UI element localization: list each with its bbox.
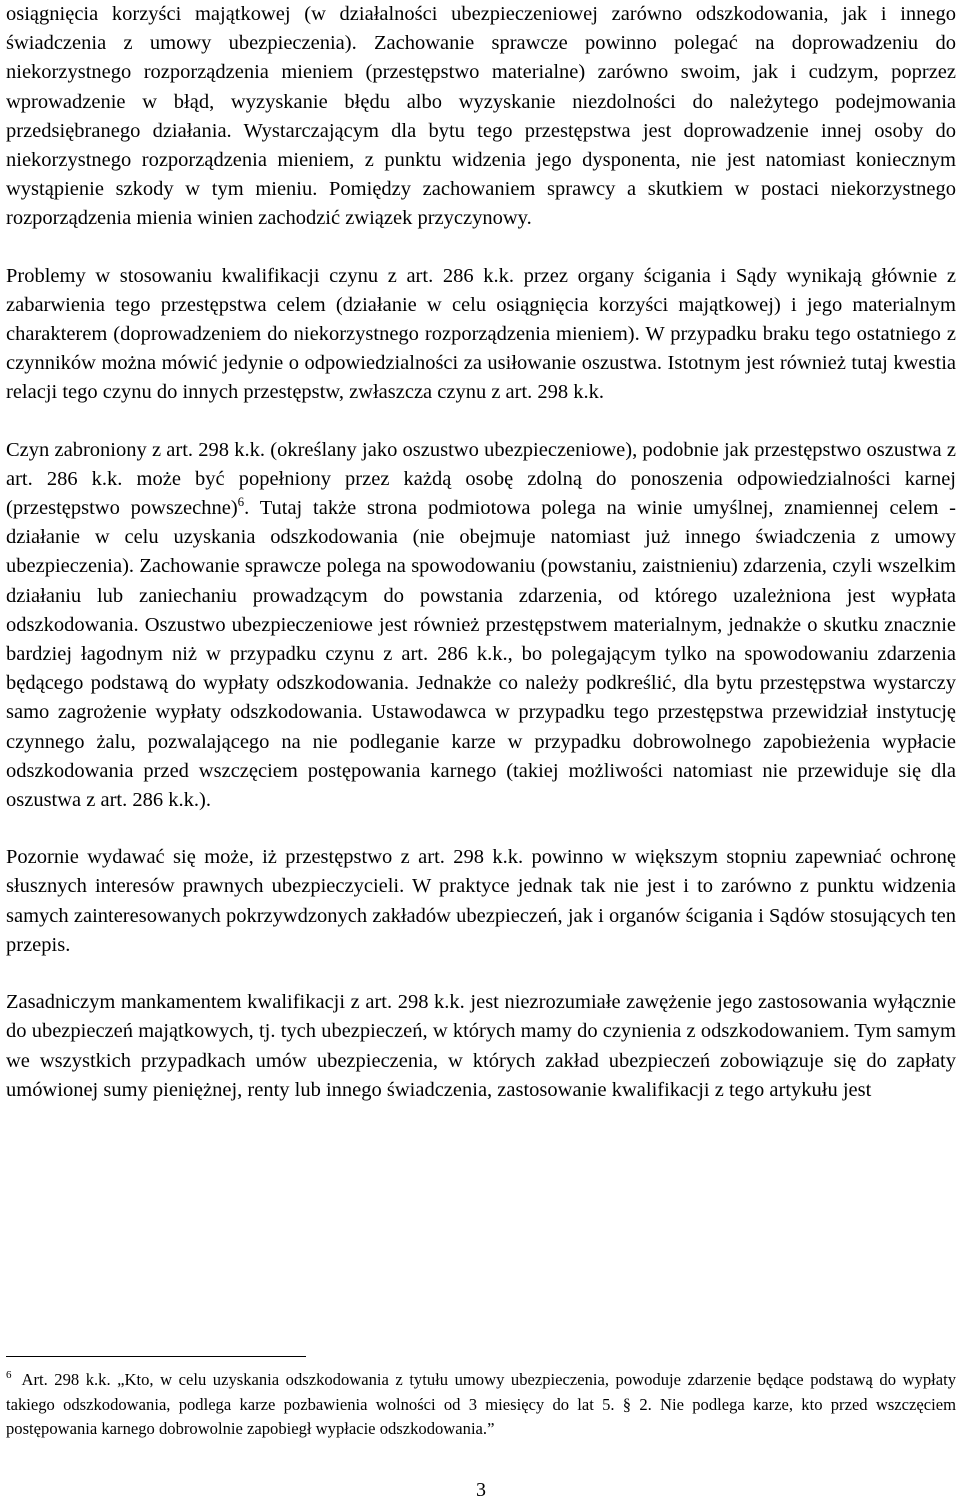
paragraph-2: Problemy w stosowaniu kwalifikacji czynu z art. 286 k.k. przez organy ścigania i Sądy wynikają głównie z zabarwienia tego przestępstwa celem (działanie w celu osiągnięcia korzyści majątkowej) i jego materialnym charakterem (doprowadzeniem do niekorzystnego rozporządzenia mieniem). W przypadku braku tego ostatniego z czynników można mówić jedynie o odpowiedzialności za usiłowanie oszustwa. Istotnym jest również tutaj kwestia relacji tego czynu do innych przestępstw, zwłaszcza czynu z art. 298 k.k.	[6, 264, 956, 404]
footnote-separator	[6, 1356, 306, 1357]
document-page	[6, 0, 956, 1509]
paragraph-3	[6, 436, 956, 816]
footnote-text: Art. 298 k.k. „Kto, w celu uzyskania odszkodowania z tytułu umowy ubezpieczenia, powoduje zdarzenie będące podstawą do wypłaty takiego odszkodowania, podlega karze pozbawienia wolności od 3 miesięcy do lat 5. § 2. Nie podlega karze, kto przed wszczęciem postępowania karnego dobrowolnie zapobiegł wypłacie odszkodowania.”	[6, 1370, 956, 1439]
footnote-number: 6	[6, 1369, 12, 1382]
paragraph-5: Zasadniczym mankamentem kwalifikacji z art. 298 k.k. jest niezrozumiałe zawężenie jego zastosowania wyłącznie do ubezpieczeń majątkowych, tj. tych ubezpieczeń, w których mamy do czynienia z odszkodowaniem. Tym samym we wszystkich przypadkach umów ubezpieczenia, w których zakład ubezpieczeń zobowiązuje się do zapłaty umówionej sumy pieniężnej, renty lub innego świadczenia, zastosowanie kwalifikacji z tego artykułu jest	[6, 991, 956, 1101]
page-number: 3	[476, 1479, 486, 1501]
paragraph-4: Pozornie wydawać się może, iż przestępstwo z art. 298 k.k. powinno w większym stopniu zapewniać ochronę słusznych interesów prawnych ubezpieczycieli. W praktyce jednak tak nie jest i to zarówno z punktu widzenia samych zainteresowanych pokrzywdzonych zakładów ubezpieczeń, jak i organów ścigania i Sądów stosujących ten przepis.	[6, 846, 956, 956]
paragraph-3-text-end: . Tutaj także strona podmiotowa polega na winie umyślnej, znamiennej celem - działanie w celu uzyskania odszkodowania (nie obejmuje natomiast już innego świadczenia z umowy ubezpieczenia). Zachowanie sprawcze polega na spowodowaniu (powstaniu, zaistnieniu) zdarzenia, czyli wszelkim działaniu lub zaniechaniu prowadzącym do powstania zdarzenia, od którego uzależniona jest wypłata odszkodowania. Oszustwo ubezpieczeniowe jest również przestępstwem materialnym, jednakże o skutku znacznie bardziej łagodnym niż w przypadku czynu z art. 286 k.k., bo polegającym tylko na spowodowaniu zdarzenia będącego podstawą do wypłaty odszkodowania. Jednakże co należy podkreślić, dla bytu przestępstwa wystarczy samo zagrożenie wypłaty odszkodowania. Ustawodawca w przypadku tego przestępstwa przewidział instytucję czynnego żalu, pozwalającego na nie podleganie karze w przypadku dobrowolnego zapobieżenia wypłacie odszkodowania przed wszczęciem postępowania karnego (takiej możliwości natomiast nie przewiduje się dla oszustwa z art. 286 k.k.).	[6, 497, 957, 812]
paragraph-3-text-start: Czyn zabroniony z art. 298 k.k. (określany jako oszustwo ubezpieczeniowe), podobnie jak przestępstwo oszustwa z art. 286 k.k. może być popełniony przez każdą osobę zdolną do ponoszenia odpowiedzialności karnej (przestępstwo powszechne)	[6, 438, 956, 520]
footnote-reference[interactable]: 6	[237, 494, 245, 510]
footnote	[6, 1368, 956, 1442]
paragraph-1: osiągnięcia korzyści majątkowej (w działalności ubezpieczeniowej zarówno odszkodowania, jak i innego świadczenia z umowy ubezpieczenia). Zachowanie sprawcze powinno polegać na doprowadzeniu do niekorzystnego rozporządzenia mieniem (przestępstwo materialne) zarówno swoim, jak i cudzym, poprzez wprowadzenie w błąd, wyzyskanie błędu albo wyzyskanie niezdolności do należytego podejmowania przedsiębranego działania. Wystarczającym dla bytu tego przestępstwa jest doprowadzenie innej osoby do niekorzystnego rozporządzenia mieniem, z punktu widzenia jego dysponenta, nie jest natomiast koniecznym wystąpienie szkody w tym mieniu. Pomiędzy zachowaniem sprawcy a skutkiem w postaci niekorzystnego rozporządzenia mienia winien zachodzić związek przyczynowy.	[6, 3, 956, 230]
